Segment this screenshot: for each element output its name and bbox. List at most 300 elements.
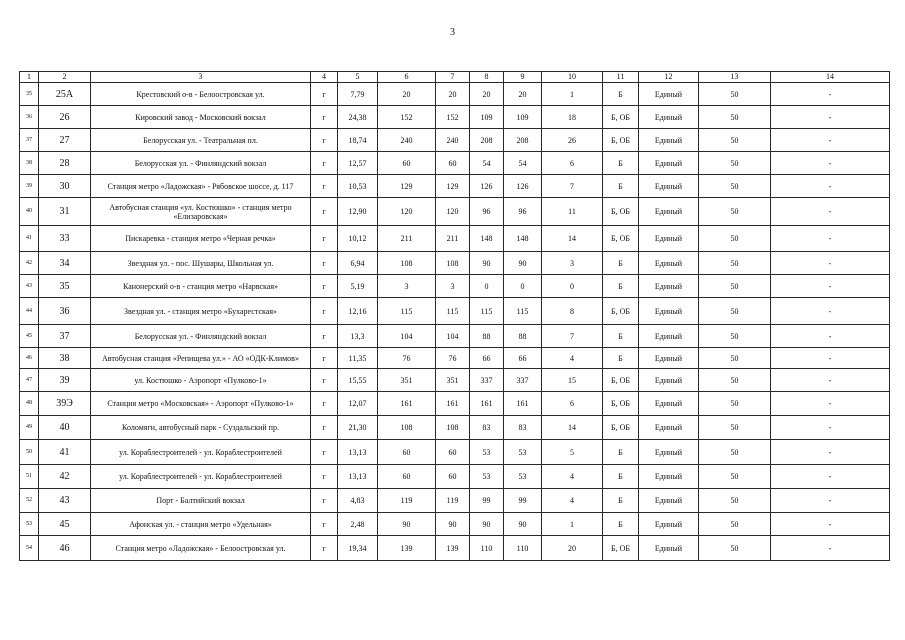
- table-cell-col-3: ул. Костюшко - Аэропорт «Пулково-1»: [91, 369, 311, 392]
- table-cell-col-5: 13,13: [338, 465, 378, 489]
- table-cell-col-12: Единый: [639, 369, 699, 392]
- table-row: [20, 252, 890, 275]
- table-cell-col-1: 37: [20, 129, 39, 152]
- table-cell-col-4: г: [311, 440, 338, 465]
- table-cell-col-8: 115: [470, 298, 504, 325]
- column-number-4: 4: [311, 72, 338, 83]
- table-cell-col-12: Единый: [639, 175, 699, 198]
- table-cell-col-14: -: [771, 348, 890, 369]
- column-number-1: 1: [20, 72, 39, 83]
- table-cell-col-10: 4: [542, 348, 603, 369]
- table-cell-col-12: Единый: [639, 536, 699, 561]
- table-cell-col-8: 54: [470, 152, 504, 175]
- table-cell-col-9: 66: [504, 348, 542, 369]
- table-cell-col-11: Б, ОБ: [603, 536, 639, 561]
- table-cell-col-3: ул. Кораблестроителей - ул. Кораблестроителей: [91, 440, 311, 465]
- table-cell-col-9: 90: [504, 252, 542, 275]
- table-cell-col-10: 4: [542, 489, 603, 513]
- table-cell-col-4: г: [311, 536, 338, 561]
- table-cell-col-11: Б, ОБ: [603, 198, 639, 226]
- table-row: [20, 416, 890, 440]
- table-cell-col-7: 20: [436, 83, 470, 106]
- table-cell-col-6: 240: [378, 129, 436, 152]
- table-cell-col-2: 25А: [39, 83, 91, 106]
- table-cell-col-7: 60: [436, 465, 470, 489]
- table-cell-col-12: Единый: [639, 325, 699, 348]
- table-cell-col-9: 148: [504, 226, 542, 252]
- routes-table: [19, 71, 890, 561]
- table-cell-col-13: 50: [699, 252, 771, 275]
- table-cell-col-13: 50: [699, 369, 771, 392]
- table-cell-col-7: 120: [436, 198, 470, 226]
- column-number-9: 9: [504, 72, 542, 83]
- table-cell-col-6: 120: [378, 198, 436, 226]
- table-cell-col-4: г: [311, 298, 338, 325]
- table-cell-col-11: Б: [603, 489, 639, 513]
- column-number-11: 11: [603, 72, 639, 83]
- table-cell-col-8: 83: [470, 416, 504, 440]
- table-cell-col-1: 42: [20, 252, 39, 275]
- table-cell-col-4: г: [311, 465, 338, 489]
- table-cell-col-3: Коломяги, автобусный парк - Суздальский пр.: [91, 416, 311, 440]
- table-cell-col-3: Станция метро «Московская» - Аэропорт «Пулково-1»: [91, 392, 311, 416]
- table-cell-col-4: г: [311, 416, 338, 440]
- table-cell-col-5: 7,79: [338, 83, 378, 106]
- table-cell-col-10: 7: [542, 175, 603, 198]
- table-cell-col-9: 53: [504, 440, 542, 465]
- table-cell-col-9: 88: [504, 325, 542, 348]
- table-cell-col-2: 26: [39, 106, 91, 129]
- table-cell-col-12: Единый: [639, 392, 699, 416]
- table-cell-col-2: 41: [39, 440, 91, 465]
- table-cell-col-9: 110: [504, 536, 542, 561]
- table-cell-col-12: Единый: [639, 440, 699, 465]
- table-cell-col-4: г: [311, 489, 338, 513]
- page-number: 3: [450, 27, 455, 38]
- table-cell-col-6: 20: [378, 83, 436, 106]
- table-cell-col-3: Афонская ул. - станция метро «Удельная»: [91, 513, 311, 536]
- table-cell-col-14: -: [771, 489, 890, 513]
- table-cell-col-11: Б: [603, 465, 639, 489]
- table-cell-col-5: 12,90: [338, 198, 378, 226]
- table-cell-col-13: 50: [699, 325, 771, 348]
- table-cell-col-7: 115: [436, 298, 470, 325]
- table-cell-col-4: г: [311, 348, 338, 369]
- table-cell-col-8: 53: [470, 440, 504, 465]
- table-cell-col-10: 6: [542, 392, 603, 416]
- table-row: [20, 129, 890, 152]
- table-cell-col-8: 110: [470, 536, 504, 561]
- table-cell-col-9: 115: [504, 298, 542, 325]
- table-row: [20, 489, 890, 513]
- table-row: [20, 440, 890, 465]
- table-body: [20, 72, 890, 561]
- table-cell-col-13: 50: [699, 536, 771, 561]
- table-cell-col-13: 50: [699, 489, 771, 513]
- table-cell-col-12: Единый: [639, 83, 699, 106]
- table-cell-col-5: 13,3: [338, 325, 378, 348]
- table-cell-col-6: 115: [378, 298, 436, 325]
- table-cell-col-6: 129: [378, 175, 436, 198]
- table-cell-col-13: 50: [699, 348, 771, 369]
- table-cell-col-11: Б, ОБ: [603, 298, 639, 325]
- table-cell-col-2: 30: [39, 175, 91, 198]
- table-cell-col-5: 2,48: [338, 513, 378, 536]
- table-cell-col-3: Станция метро «Ладожская» - Белоостровская ул.: [91, 536, 311, 561]
- table-cell-col-13: 50: [699, 465, 771, 489]
- table-cell-col-14: -: [771, 106, 890, 129]
- table-cell-col-5: 24,38: [338, 106, 378, 129]
- table-cell-col-5: 10,53: [338, 175, 378, 198]
- table-cell-col-3: Порт - Балтийский вокзал: [91, 489, 311, 513]
- table-cell-col-1: 40: [20, 198, 39, 226]
- table-cell-col-9: 0: [504, 275, 542, 298]
- table-cell-col-4: г: [311, 369, 338, 392]
- table-cell-col-6: 108: [378, 252, 436, 275]
- table-cell-col-11: Б, ОБ: [603, 369, 639, 392]
- column-number-7: 7: [436, 72, 470, 83]
- table-cell-col-7: 60: [436, 440, 470, 465]
- table-cell-col-10: 1: [542, 83, 603, 106]
- table-cell-col-8: 148: [470, 226, 504, 252]
- table-cell-col-9: 126: [504, 175, 542, 198]
- table-cell-col-5: 18,74: [338, 129, 378, 152]
- table-cell-col-4: г: [311, 325, 338, 348]
- table-cell-col-13: 50: [699, 175, 771, 198]
- table-cell-col-1: 36: [20, 106, 39, 129]
- table-cell-col-7: 161: [436, 392, 470, 416]
- table-cell-col-11: Б, ОБ: [603, 416, 639, 440]
- table-cell-col-2: 33: [39, 226, 91, 252]
- table-cell-col-8: 88: [470, 325, 504, 348]
- table-cell-col-14: -: [771, 129, 890, 152]
- table-cell-col-14: -: [771, 536, 890, 561]
- table-cell-col-7: 152: [436, 106, 470, 129]
- table-cell-col-6: 3: [378, 275, 436, 298]
- table-row: [20, 298, 890, 325]
- table-cell-col-6: 152: [378, 106, 436, 129]
- table-cell-col-4: г: [311, 129, 338, 152]
- table-cell-col-2: 39: [39, 369, 91, 392]
- table-cell-col-13: 50: [699, 129, 771, 152]
- table-cell-col-4: г: [311, 152, 338, 175]
- table-cell-col-12: Единый: [639, 465, 699, 489]
- table-cell-col-1: 43: [20, 275, 39, 298]
- table-cell-col-9: 161: [504, 392, 542, 416]
- table-cell-col-9: 96: [504, 198, 542, 226]
- table-cell-col-11: Б: [603, 348, 639, 369]
- column-number-12: 12: [639, 72, 699, 83]
- table-cell-col-2: 38: [39, 348, 91, 369]
- table-cell-col-2: 35: [39, 275, 91, 298]
- table-cell-col-11: Б, ОБ: [603, 226, 639, 252]
- table-cell-col-1: 47: [20, 369, 39, 392]
- table-cell-col-13: 50: [699, 416, 771, 440]
- table-row: [20, 392, 890, 416]
- table-cell-col-3: Кировский завод - Московский вокзал: [91, 106, 311, 129]
- table-cell-col-14: -: [771, 465, 890, 489]
- table-cell-col-11: Б: [603, 83, 639, 106]
- table-cell-col-14: -: [771, 175, 890, 198]
- table-cell-col-13: 50: [699, 440, 771, 465]
- table-cell-col-12: Единый: [639, 252, 699, 275]
- table-cell-col-9: 20: [504, 83, 542, 106]
- table-cell-col-6: 351: [378, 369, 436, 392]
- table-cell-col-6: 108: [378, 416, 436, 440]
- table-cell-col-3: Звездная ул. - станция метро «Бухарестская»: [91, 298, 311, 325]
- table-cell-col-2: 45: [39, 513, 91, 536]
- table-cell-col-7: 104: [436, 325, 470, 348]
- table-cell-col-5: 11,35: [338, 348, 378, 369]
- table-row: [20, 198, 890, 226]
- table-cell-col-12: Единый: [639, 129, 699, 152]
- table-row: [20, 325, 890, 348]
- table-cell-col-13: 50: [699, 106, 771, 129]
- table-cell-col-6: 161: [378, 392, 436, 416]
- table-cell-col-14: -: [771, 275, 890, 298]
- table-cell-col-11: Б, ОБ: [603, 106, 639, 129]
- table-cell-col-8: 161: [470, 392, 504, 416]
- table-cell-col-5: 12,07: [338, 392, 378, 416]
- table-cell-col-9: 337: [504, 369, 542, 392]
- table-cell-col-14: -: [771, 440, 890, 465]
- table-cell-col-7: 108: [436, 252, 470, 275]
- table-cell-col-1: 49: [20, 416, 39, 440]
- table-cell-col-6: 90: [378, 513, 436, 536]
- table-cell-col-11: Б: [603, 325, 639, 348]
- column-number-8: 8: [470, 72, 504, 83]
- table-row: [20, 536, 890, 561]
- table-cell-col-1: 35: [20, 83, 39, 106]
- table-cell-col-3: Автобусная станция «Репищева ул.» - АО «ОДК-Климов»: [91, 348, 311, 369]
- table-cell-col-9: 99: [504, 489, 542, 513]
- table-cell-col-4: г: [311, 275, 338, 298]
- table-cell-col-10: 18: [542, 106, 603, 129]
- table-cell-col-4: г: [311, 392, 338, 416]
- table-cell-col-2: 42: [39, 465, 91, 489]
- table-cell-col-3: Звездная ул. - пос. Шушары, Школьная ул.: [91, 252, 311, 275]
- table-row: [20, 175, 890, 198]
- table-cell-col-9: 90: [504, 513, 542, 536]
- table-cell-col-4: г: [311, 252, 338, 275]
- table-cell-col-5: 19,34: [338, 536, 378, 561]
- table-cell-col-4: г: [311, 83, 338, 106]
- table-cell-col-12: Единый: [639, 348, 699, 369]
- table-cell-col-3: Станция метро «Ладожская» - Рябовское шоссе, д. 117: [91, 175, 311, 198]
- table-cell-col-1: 45: [20, 325, 39, 348]
- column-number-10: 10: [542, 72, 603, 83]
- table-cell-col-10: 11: [542, 198, 603, 226]
- table-cell-col-11: Б: [603, 275, 639, 298]
- table-cell-col-11: Б: [603, 440, 639, 465]
- table-cell-col-11: Б, ОБ: [603, 392, 639, 416]
- column-number-3: 3: [91, 72, 311, 83]
- table-cell-col-13: 50: [699, 198, 771, 226]
- table-cell-col-6: 119: [378, 489, 436, 513]
- table-cell-col-5: 10,12: [338, 226, 378, 252]
- table-cell-col-3: Канонерский о-в - станция метро «Нарвская»: [91, 275, 311, 298]
- table-cell-col-13: 50: [699, 298, 771, 325]
- table-cell-col-1: 38: [20, 152, 39, 175]
- table-cell-col-14: -: [771, 369, 890, 392]
- table-cell-col-13: 50: [699, 83, 771, 106]
- table-cell-col-1: 51: [20, 465, 39, 489]
- table-cell-col-6: 139: [378, 536, 436, 561]
- table-cell-col-1: 41: [20, 226, 39, 252]
- table-cell-col-14: -: [771, 226, 890, 252]
- table-row: [20, 513, 890, 536]
- table-cell-col-10: 3: [542, 252, 603, 275]
- table-cell-col-7: 76: [436, 348, 470, 369]
- table-cell-col-5: 4,83: [338, 489, 378, 513]
- table-cell-col-10: 0: [542, 275, 603, 298]
- table-cell-col-11: Б, ОБ: [603, 129, 639, 152]
- table-cell-col-14: -: [771, 416, 890, 440]
- table-header-row: [20, 72, 890, 83]
- table-cell-col-9: 54: [504, 152, 542, 175]
- table-cell-col-10: 14: [542, 226, 603, 252]
- table-row: [20, 275, 890, 298]
- column-number-13: 13: [699, 72, 771, 83]
- table-cell-col-10: 7: [542, 325, 603, 348]
- table-cell-col-6: 76: [378, 348, 436, 369]
- table-cell-col-6: 60: [378, 440, 436, 465]
- column-number-6: 6: [378, 72, 436, 83]
- table-cell-col-2: 40: [39, 416, 91, 440]
- table-cell-col-13: 50: [699, 275, 771, 298]
- table-cell-col-13: 50: [699, 513, 771, 536]
- table-cell-col-14: -: [771, 83, 890, 106]
- table-cell-col-3: Белорусская ул. - Театральная пл.: [91, 129, 311, 152]
- column-number-5: 5: [338, 72, 378, 83]
- table-cell-col-13: 50: [699, 226, 771, 252]
- table-cell-col-7: 90: [436, 513, 470, 536]
- table-cell-col-8: 90: [470, 252, 504, 275]
- table-cell-col-14: -: [771, 152, 890, 175]
- table-cell-col-2: 34: [39, 252, 91, 275]
- table-cell-col-6: 104: [378, 325, 436, 348]
- table-cell-col-4: г: [311, 513, 338, 536]
- table-cell-col-12: Единый: [639, 275, 699, 298]
- table-cell-col-14: -: [771, 392, 890, 416]
- table-cell-col-1: 53: [20, 513, 39, 536]
- table-cell-col-12: Единый: [639, 489, 699, 513]
- table-row: [20, 226, 890, 252]
- table-cell-col-11: Б: [603, 175, 639, 198]
- table-cell-col-3: ул. Кораблестроителей - ул. Кораблестроителей: [91, 465, 311, 489]
- table-cell-col-10: 20: [542, 536, 603, 561]
- table-cell-col-7: 3: [436, 275, 470, 298]
- table-cell-col-11: Б: [603, 513, 639, 536]
- table-cell-col-3: Белорусская ул. - Финляндский вокзал: [91, 325, 311, 348]
- table-cell-col-11: Б: [603, 152, 639, 175]
- table-row: [20, 83, 890, 106]
- table-cell-col-14: -: [771, 513, 890, 536]
- table-cell-col-6: 60: [378, 152, 436, 175]
- table-cell-col-2: 28: [39, 152, 91, 175]
- table-cell-col-1: 50: [20, 440, 39, 465]
- table-cell-col-2: 27: [39, 129, 91, 152]
- table-cell-col-10: 4: [542, 465, 603, 489]
- table-cell-col-7: 119: [436, 489, 470, 513]
- table-cell-col-7: 351: [436, 369, 470, 392]
- table-cell-col-12: Единый: [639, 152, 699, 175]
- column-number-14: 14: [771, 72, 890, 83]
- table-cell-col-10: 8: [542, 298, 603, 325]
- table-cell-col-5: 12,57: [338, 152, 378, 175]
- table-cell-col-1: 54: [20, 536, 39, 561]
- table-cell-col-8: 208: [470, 129, 504, 152]
- table-cell-col-4: г: [311, 175, 338, 198]
- column-number-2: 2: [39, 72, 91, 83]
- table-cell-col-4: г: [311, 106, 338, 129]
- table-cell-col-14: -: [771, 252, 890, 275]
- table-cell-col-12: Единый: [639, 416, 699, 440]
- table-cell-col-2: 37: [39, 325, 91, 348]
- table-cell-col-9: 109: [504, 106, 542, 129]
- table-cell-col-11: Б: [603, 252, 639, 275]
- table-cell-col-10: 6: [542, 152, 603, 175]
- table-cell-col-10: 1: [542, 513, 603, 536]
- table-cell-col-8: 20: [470, 83, 504, 106]
- table-cell-col-12: Единый: [639, 106, 699, 129]
- table-row: [20, 465, 890, 489]
- table-row: [20, 369, 890, 392]
- table-cell-col-9: 208: [504, 129, 542, 152]
- table-cell-col-3: Пискаревка - станция метро «Черная речка»: [91, 226, 311, 252]
- table-cell-col-1: 52: [20, 489, 39, 513]
- table-cell-col-7: 129: [436, 175, 470, 198]
- table-cell-col-8: 90: [470, 513, 504, 536]
- table-cell-col-7: 139: [436, 536, 470, 561]
- table-cell-col-10: 14: [542, 416, 603, 440]
- table-cell-col-12: Единый: [639, 198, 699, 226]
- table-cell-col-12: Единый: [639, 298, 699, 325]
- table-cell-col-1: 39: [20, 175, 39, 198]
- table-cell-col-8: 99: [470, 489, 504, 513]
- table-cell-col-9: 53: [504, 465, 542, 489]
- table-cell-col-1: 48: [20, 392, 39, 416]
- table-cell-col-4: г: [311, 226, 338, 252]
- table-row: [20, 152, 890, 175]
- table-row: [20, 348, 890, 369]
- table-cell-col-8: 126: [470, 175, 504, 198]
- table-cell-col-14: -: [771, 198, 890, 226]
- table-cell-col-5: 15,55: [338, 369, 378, 392]
- table-cell-col-2: 36: [39, 298, 91, 325]
- table-cell-col-13: 50: [699, 152, 771, 175]
- table-cell-col-5: 5,19: [338, 275, 378, 298]
- table-cell-col-3: Белорусская ул. - Финляндский вокзал: [91, 152, 311, 175]
- table-cell-col-12: Единый: [639, 226, 699, 252]
- table-cell-col-5: 21,30: [338, 416, 378, 440]
- table-cell-col-7: 240: [436, 129, 470, 152]
- table-cell-col-8: 109: [470, 106, 504, 129]
- table-cell-col-5: 6,94: [338, 252, 378, 275]
- table-cell-col-14: -: [771, 325, 890, 348]
- table-cell-col-10: 5: [542, 440, 603, 465]
- table-cell-col-10: 26: [542, 129, 603, 152]
- table-cell-col-9: 83: [504, 416, 542, 440]
- table-cell-col-2: 46: [39, 536, 91, 561]
- table-cell-col-1: 46: [20, 348, 39, 369]
- table-cell-col-7: 211: [436, 226, 470, 252]
- table-cell-col-8: 96: [470, 198, 504, 226]
- table-cell-col-8: 53: [470, 465, 504, 489]
- table-cell-col-6: 211: [378, 226, 436, 252]
- table-cell-col-8: 337: [470, 369, 504, 392]
- table-cell-col-6: 60: [378, 465, 436, 489]
